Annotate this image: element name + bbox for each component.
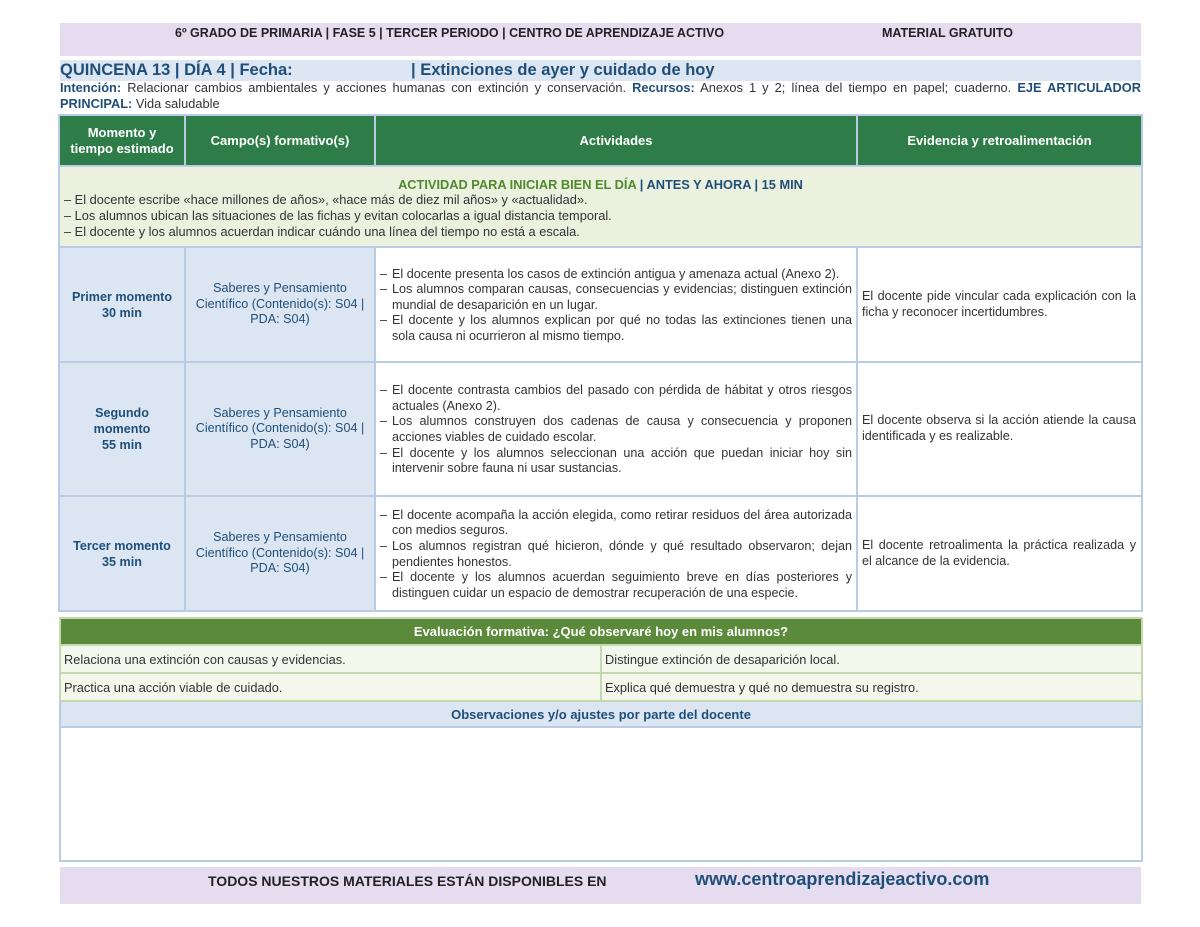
campo-cell: Saberes y Pensamiento Científico (Contenido(s): S04 | PDA: S04) — [185, 247, 375, 362]
lesson-title-left: QUINCENA 13 | DÍA 4 | Fecha: — [60, 61, 293, 79]
top-banner — [60, 23, 1141, 56]
table-row — [59, 362, 1142, 496]
activity-item: – Los alumnos comparan causas, consecuencias y evidencias; distinguen extinción mundial de desaparición en un lugar. — [380, 282, 852, 313]
evaluation-item: Explica qué demuestra y qué no demuestra su registro. — [601, 673, 1142, 701]
lesson-plan-table — [58, 114, 1143, 612]
evaluation-title: Evaluación formativa: ¿Qué observaré hoy en mis alumnos? — [60, 618, 1142, 645]
table-row — [59, 496, 1142, 611]
header-evidencia: Evidencia y retroalimentación — [857, 115, 1142, 166]
observations-title: Observaciones y/o ajustes por parte del docente — [60, 701, 1142, 727]
activity-item: – Los alumnos registran qué hicieron, dónde y qué resultado observaron; dejan pendientes honestos. — [380, 539, 852, 570]
lesson-title-right: | Extinciones de ayer y cuidado de hoy — [411, 61, 715, 79]
table-header-row — [59, 115, 1142, 166]
moment-name: Tercer momento — [73, 538, 171, 553]
evaluation-item: Practica una acción viable de cuidado. — [60, 673, 601, 701]
header-campo: Campo(s) formativo(s) — [185, 115, 375, 166]
evaluation-table — [59, 617, 1143, 862]
activity-item: – El docente contrasta cambios del pasado con pérdida de hábitat y otros riesgos actuales (Anexo 2). — [380, 383, 852, 414]
activity-item: – El docente y los alumnos explican por qué no todas las extinciones tienen una sola causa ni ocurrieron al mismo tiempo. — [380, 313, 852, 344]
moment-name: Primer momento — [71, 289, 173, 304]
intencion-text: Relacionar cambios ambientales y acciones humanas con extinción y conservación. — [121, 80, 633, 95]
activity-item: – El docente y los alumnos seleccionan una acción que puedan iniciar hoy sin intervenir sobre fauna ni usar sustancias. — [380, 446, 852, 477]
recursos-label: Recursos: — [632, 80, 695, 95]
campo-cell: Saberes y Pensamiento Científico (Contenido(s): S04 | PDA: S04) — [185, 496, 375, 611]
start-line: – Los alumnos ubican las situaciones de las fichas y evitan colocarlas a igual distancia temporal. — [64, 208, 612, 223]
lesson-intro — [60, 80, 1141, 111]
moment-time: 55 min — [102, 438, 142, 452]
moment-name: Segundo momento — [93, 406, 151, 436]
evaluation-item: Distingue extinción de desaparición local. — [601, 645, 1142, 673]
eje-text: Vida saludable — [132, 95, 220, 111]
header-momento: Momento y tiempo estimado — [59, 115, 185, 166]
lesson-title-bar — [60, 60, 1141, 81]
activity-item: – El docente acompaña la acción elegida, como retirar residuos del área autorizada con medios seguros. — [380, 508, 852, 539]
evidence-cell: El docente pide vincular cada explicación con la ficha y reconocer incertidumbres. — [857, 247, 1142, 362]
evaluation-item: Relaciona una extinción con causas y evidencias. — [60, 645, 601, 673]
start-activity-row — [59, 166, 1142, 247]
observations-area[interactable] — [60, 727, 1142, 861]
activity-item: – El docente presenta los casos de extinción antigua y amenaza actual (Anexo 2). — [380, 267, 852, 283]
start-line: – El docente escribe «hace millones de años», «hace más de diez mil años» y «actualidad». — [64, 192, 588, 207]
moment-cell — [59, 247, 185, 362]
activities-cell — [375, 496, 857, 611]
moment-cell — [59, 496, 185, 611]
recursos-text: Anexos 1 y 2; línea del tiempo en papel; cuaderno. — [694, 80, 1018, 95]
header-info: 6º GRADO DE PRIMARIA | FASE 5 | TERCER PERIODO | CENTRO DE APRENDIZAJE ACTIVO — [175, 26, 725, 40]
header-actividades: Actividades — [375, 115, 857, 166]
evidence-cell: El docente retroalimenta la práctica realizada y el alcance de la evidencia. — [857, 496, 1142, 611]
moment-time: 35 min — [102, 554, 142, 569]
activity-item: – El docente y los alumnos acuerdan seguimiento breve en días posteriores y distinguen cuidar un espacio de demostrar recuperación de una especie. — [380, 570, 852, 601]
campo-cell: Saberes y Pensamiento Científico (Contenido(s): S04 | PDA: S04) — [185, 362, 375, 496]
header-material: MATERIAL GRATUITO — [882, 26, 1014, 40]
activities-cell — [375, 362, 857, 496]
footer-banner — [60, 867, 1141, 904]
moment-time: 30 min — [102, 305, 142, 320]
footer-url-link[interactable]: www.centroaprendizajeactivo.com — [695, 869, 990, 889]
eje-label: EJE ARTICULADOR PRINCIPAL: — [60, 80, 1141, 111]
start-title-detail: | ANTES Y AHORA | 15 MIN — [636, 177, 803, 192]
activity-item: – Los alumnos construyen dos cadenas de causa y consecuencia y proponen acciones viables de cuidado escolar. — [380, 414, 852, 445]
start-activity-cell — [59, 166, 1142, 247]
start-title-main: ACTIVIDAD PARA INICIAR BIEN EL DÍA — [398, 177, 637, 192]
footer-text: TODOS NUESTROS MATERIALES ESTÁN DISPONIBLES EN — [208, 873, 607, 889]
start-activity-title — [64, 177, 1137, 192]
table-row — [59, 247, 1142, 362]
intencion-label: Intención: — [60, 80, 122, 95]
evidence-cell: El docente observa si la acción atiende la causa identificada y es realizable. — [857, 362, 1142, 496]
start-line: – El docente y los alumnos acuerdan indicar cuándo una línea del tiempo no está a escala. — [64, 224, 580, 239]
moment-cell — [59, 362, 185, 496]
activities-cell — [375, 247, 857, 362]
